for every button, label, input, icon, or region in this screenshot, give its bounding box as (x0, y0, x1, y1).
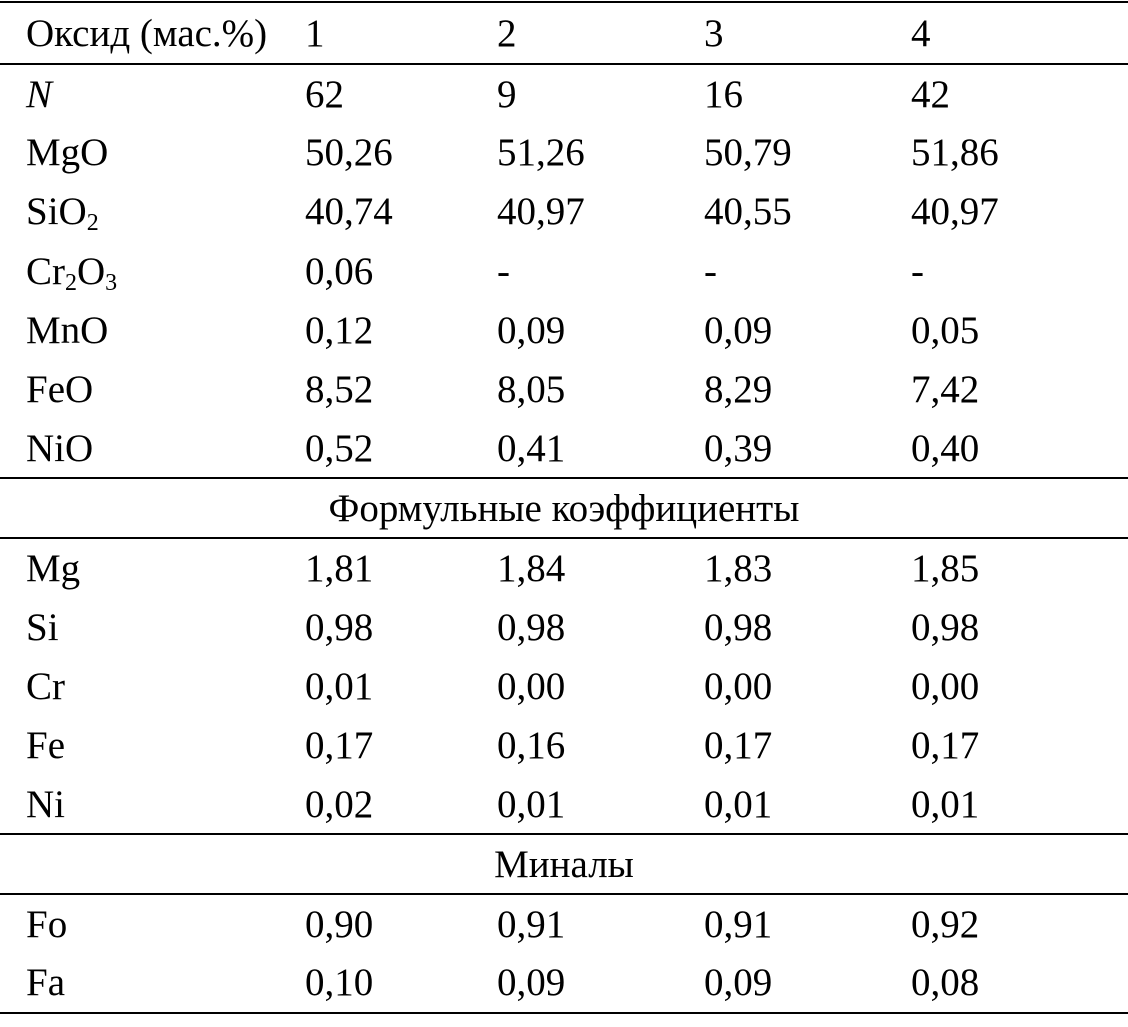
header-col-4: 4 (911, 12, 931, 55)
cell: 0,00 (497, 664, 566, 708)
cell: 0,05 (911, 308, 980, 352)
cell: 51,86 (911, 131, 999, 175)
cell: 0,01 (497, 782, 566, 826)
table-row (0, 301, 1128, 360)
cell: 0,92 (911, 902, 980, 946)
cell: 0,91 (497, 902, 566, 946)
cell: 0,00 (704, 664, 773, 708)
cell: 8,29 (704, 368, 773, 412)
table-row (0, 182, 1128, 241)
section-header-row (0, 834, 1128, 894)
cell: 0,09 (704, 961, 773, 1005)
cell: 0,06 (305, 249, 374, 293)
cell: 8,52 (305, 368, 374, 412)
cell: 0,98 (305, 605, 374, 649)
cell: 0,98 (704, 605, 773, 649)
row-label-fa: Fa (26, 961, 65, 1005)
cell: 0,10 (305, 961, 374, 1005)
cell: 1,83 (704, 546, 773, 590)
cell: 0,09 (497, 961, 566, 1005)
cell: 0,01 (704, 782, 773, 826)
table-row (0, 419, 1128, 478)
table-row (0, 894, 1128, 953)
cell: 8,05 (497, 368, 566, 412)
cell: 40,74 (305, 190, 393, 234)
table-top-rule (0, 1, 1128, 3)
header-col-3: 3 (704, 12, 724, 55)
cell: 0,12 (305, 308, 374, 352)
table-row (0, 242, 1128, 301)
cell: 0,98 (911, 605, 980, 649)
cell: 0,01 (305, 664, 374, 708)
row-label-mg: Mg (26, 546, 81, 590)
row-label-feo: FeO (26, 368, 94, 412)
cell: 0,98 (497, 605, 566, 649)
label-subscript: 2 (65, 269, 77, 296)
cell: 40,55 (704, 190, 792, 234)
cell: 0,16 (497, 723, 566, 767)
section-title-minals: Миналы (494, 842, 634, 886)
cell: 50,26 (305, 131, 393, 175)
cell: 1,81 (305, 546, 374, 590)
cell: - (704, 249, 717, 293)
label-part: O (77, 249, 106, 293)
cell: 42 (911, 72, 950, 116)
cell: 0,17 (305, 723, 374, 767)
cell: 0,02 (305, 782, 374, 826)
table-row (0, 598, 1128, 657)
cell: 0,90 (305, 902, 374, 946)
label-subscript: 3 (105, 269, 118, 296)
cell: 0,39 (704, 426, 773, 470)
table-row (0, 716, 1128, 775)
row-label-mno: MnO (26, 308, 109, 352)
cell: 0,17 (704, 723, 773, 767)
cell: 62 (305, 72, 344, 116)
row-label-cr2o3 (0, 242, 305, 301)
label-subscript: 2 (86, 210, 99, 237)
cell: 7,42 (911, 368, 980, 412)
cell: 0,09 (497, 308, 566, 352)
cell: 0,91 (704, 902, 773, 946)
table-row (0, 953, 1128, 1012)
cell: 0,52 (305, 426, 374, 470)
cell: 40,97 (497, 190, 585, 234)
cell: 0,00 (911, 664, 980, 708)
olivine-composition-table (0, 4, 1128, 1014)
cell: 0,08 (911, 961, 980, 1005)
row-label-si: Si (26, 605, 59, 649)
row-label-cr: Cr (26, 664, 65, 708)
cell: - (497, 249, 510, 293)
cell: - (911, 249, 924, 293)
table-row (0, 360, 1128, 419)
cell: 16 (704, 72, 743, 116)
label-base: SiO (26, 190, 87, 234)
cell: 50,79 (704, 131, 792, 175)
table-row (0, 657, 1128, 716)
header-oxide-label: Оксид (мас.%) (26, 12, 268, 55)
row-label-fo: Fo (26, 902, 68, 946)
section-header-row (0, 478, 1128, 538)
cell: 0,01 (911, 782, 980, 826)
header-col-1: 1 (305, 12, 325, 55)
cell: 0,40 (911, 426, 980, 470)
cell: 40,97 (911, 190, 999, 234)
label-part: Cr (26, 249, 65, 293)
row-label-n: N (26, 72, 53, 116)
cell: 1,85 (911, 546, 980, 590)
cell: 9 (497, 72, 517, 116)
cell: 51,26 (497, 131, 585, 175)
row-label-nio: NiO (26, 426, 94, 470)
row-label-fe: Fe (26, 723, 65, 767)
header-col-2: 2 (497, 12, 517, 55)
table-row (0, 123, 1128, 182)
section-title-coefficients: Формульные коэффициенты (328, 486, 800, 530)
table-row (0, 538, 1128, 597)
table-row (0, 64, 1128, 123)
table-header-row (0, 4, 1128, 64)
table-row (0, 775, 1128, 834)
cell: 0,41 (497, 426, 566, 470)
cell: 0,09 (704, 308, 773, 352)
row-label-ni: Ni (26, 782, 65, 826)
row-label-mgo: MgO (26, 131, 109, 175)
cell: 0,17 (911, 723, 980, 767)
row-label-sio2 (0, 182, 305, 241)
cell: 1,84 (497, 546, 566, 590)
